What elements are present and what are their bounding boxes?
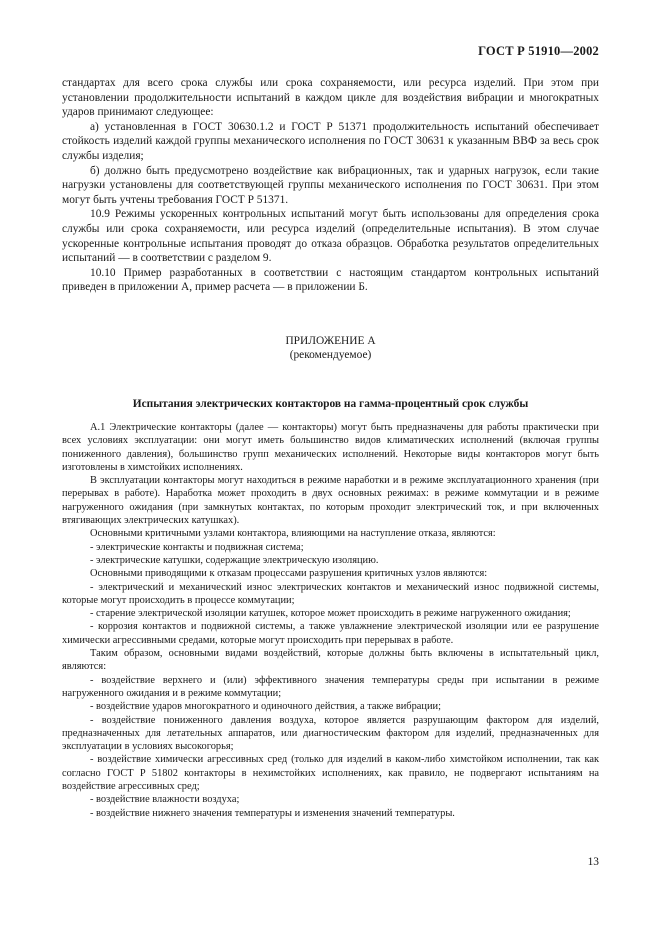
paragraph: стандартах для всего срока службы или срока сохраняемости, или ресурса изделий. При этом при установлении продолжительности испытаний в каждом цикле для воздействия вибрации и многократных ударов принимают следующее: — [62, 77, 599, 119]
paragraph: 10.10 Пример разработанных в соответствии с настоящим стандартом контрольных испытаний приведен в приложении А, пример расчета — в приложении Б. — [62, 266, 599, 294]
list-item: - воздействие верхнего и (или) эффективного значения температуры среды при испытании в режиме нагруженного ожидания и в режиме коммутации; — [62, 674, 599, 699]
standard-header: ГОСТ Р 51910—2002 — [478, 44, 599, 58]
page-number: 13 — [587, 856, 599, 868]
paragraph: Основными критичными узлами контактора, влияющими на наступление отказа, являются: — [90, 528, 496, 540]
list-item: - электрические контакты и подвижная система; — [90, 541, 304, 553]
body-text-appendix — [62, 421, 599, 820]
list-item: - воздействие химически агрессивных сред (только для изделий в каком-либо химстойком исполнении, так как согласно ГОСТ Р 51802 контакторы в нехимстойких исполнениях, как правило, не подвергают испытаниям на воздействие агрессивных сред; — [62, 754, 599, 793]
paragraph: 10.9 Режимы ускоренных контрольных испытаний могут быть использованы для определения срока службы или срока сохраняемости, или ресурса изделий (определительные испытания). В этом случае ускоренные контрольные испытания проводят до отказа образцов. Обработка результатов определительных испытаний — в соответствии с разделом 9. — [62, 208, 599, 265]
list-item: - воздействие пониженного давления воздуха, которое является разрушающим фактором для изделий, предназначенных для летательных аппаратов, или диагностическим фактором для изделий, предназначенных для эксплуатации в условиях высокогорья; — [62, 714, 599, 753]
list-item: - воздействие ударов многократного и одиночного действия, а также вибрации; — [90, 701, 441, 713]
paragraph: В эксплуатации контакторы могут находиться в режиме наработки и в режиме эксплуатационного хранения (при перерывах в работе). Наработка может проходить в двух основных режимах: в режиме коммутации и в режиме нагруженного ожидания (при замкнутых контактах, по которым проходит электрический ток, и при включенных втягивающих электрических катушках). — [62, 475, 599, 527]
list-item: - воздействие нижнего значения температуры и изменения значений температуры. — [90, 807, 455, 819]
list-item: - электрический и механический износ электрических контактов и механический износ подвижной системы, которые могут происходить в процессе коммутации; — [62, 581, 599, 606]
paragraph: А.1 Электрические контакторы (далее — контакторы) могут быть предназначены для работы практически при всех условиях эксплуатации: они могут иметь большинство видов климатических исполнений (включая группы пониженного давления), большинство групп механических исполнений. Некоторые виды контакторов могут быть изготовлены в химстойких исполнениях. — [62, 422, 599, 473]
appendix-subtitle: (рекомендуемое) — [289, 348, 372, 361]
appendix-title-block — [0, 335, 661, 362]
list-item: - электрические катушки, содержащие электрическую изоляцию. — [90, 554, 379, 566]
appendix-title: ПРИЛОЖЕНИЕ А — [285, 335, 376, 347]
paragraph: б) должно быть предусмотрено воздействие как вибрационных, так и ударных нагрузок, если такие нагрузки установлены для соответствующей группы механического исполнения по ГОСТ 30631. При этом могут быть учтены требования ГОСТ Р 51371. — [62, 164, 599, 206]
list-item: - воздействие влажности воздуха; — [90, 794, 240, 806]
paragraph: Таким образом, основными видами воздействий, которые должны быть включены в испытательный цикл, являются: — [62, 648, 599, 673]
paragraph: Основными приводящими к отказам процессами разрушения критичных узлов являются: — [90, 568, 488, 580]
appendix-heading: Испытания электрических контакторов на гамма-процентный срок службы — [132, 398, 529, 410]
body-text-top — [62, 76, 599, 295]
list-item: - коррозия контактов и подвижной системы, а также увлажнение электрической изоляции или ее разрушение химически агрессивными средами, которые могут происходить при перерывах в работе. — [62, 621, 599, 646]
list-item: - старение электрической изоляции катушек, которое может происходить в режиме нагруженного ожидания; — [90, 608, 571, 620]
paragraph: а) установленная в ГОСТ 30630.1.2 и ГОСТ Р 51371 продолжительность испытаний обеспечивает стойкость изделий каждой группы механического исполнения по ГОСТ 30631 к указанным ВВФ за весь срок службы изделия; — [62, 120, 599, 162]
